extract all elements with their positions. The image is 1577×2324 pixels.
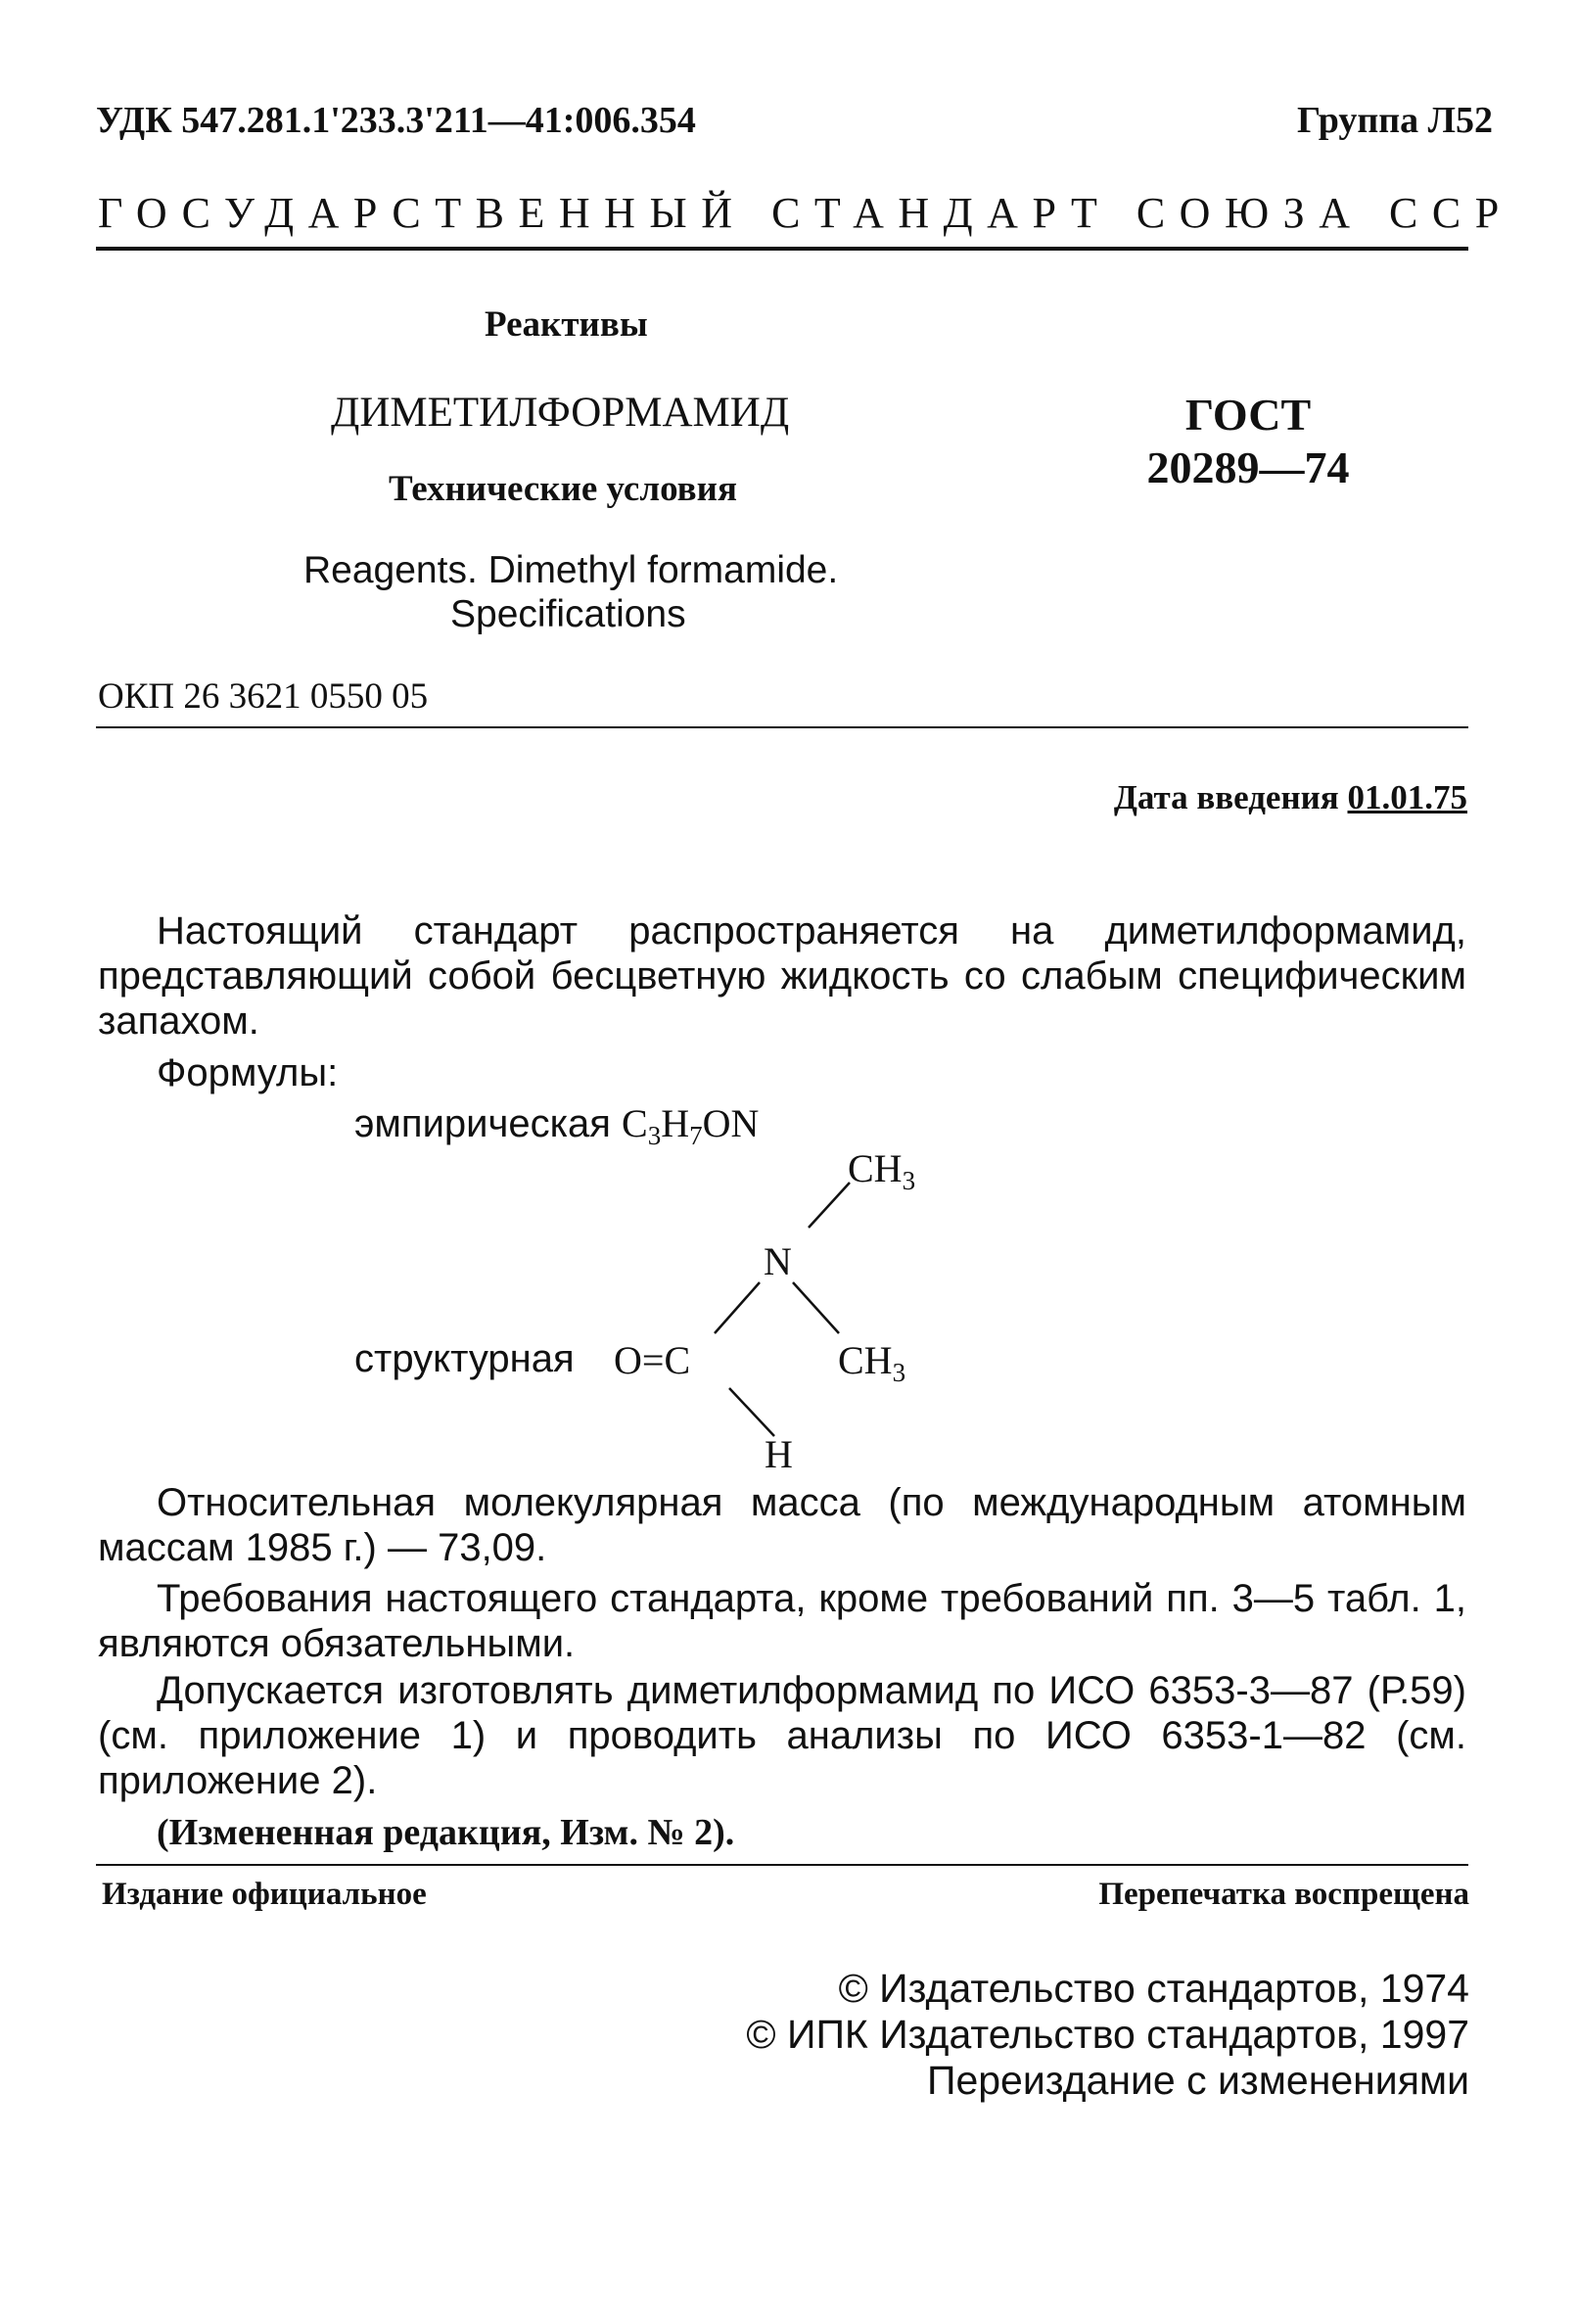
copyright-1997: © ИПК Издательство стандартов, 1997 (746, 2012, 1469, 2057)
iso-paragraph: Допускается изготовлять диметилформамид по ИСО 6353-3—87 (Р.59) (см. приложение 1) и проводить анализы по ИСО 6353-1—82 (см. приложение 2). (98, 1669, 1466, 1802)
footer-rule (96, 1864, 1468, 1866)
nitrogen-atom: N (764, 1239, 792, 1283)
methyl-group-right: $CH_3$ (838, 1338, 906, 1387)
group-code: Группа Л52 (1296, 100, 1493, 141)
empirical-label: эмпирическая (354, 1102, 611, 1145)
gost-number: 20289—74 (1146, 442, 1350, 492)
molecular-mass-paragraph: Относительная молекулярная масса (по международным атомным массам 1985 г.) — 73,09. (98, 1481, 1466, 1569)
hydrogen-atom: H (765, 1432, 793, 1476)
okp-code: ОКП 26 3621 0550 05 (98, 676, 429, 717)
reprint-prohibited-label: Перепечатка воспрещена (1098, 1877, 1469, 1912)
document-title: ДИМЕТИЛФОРМАМИД (331, 390, 790, 436)
bond-c-n (715, 1282, 760, 1333)
document-subtitle: Технические условия (389, 469, 737, 509)
amendment-note: (Измененная редакция, Изм. № 2). (157, 1812, 735, 1853)
bond-n-ch3-top (809, 1183, 850, 1228)
bond-c-h (729, 1388, 774, 1436)
intro-date-label: Дата введения (1113, 778, 1339, 816)
reissue-note: Переиздание с изменениями (926, 2058, 1469, 2103)
requirements-paragraph: Требования настоящего стандарта, кроме требований пп. 3—5 табл. 1, являются обязательными. (98, 1577, 1466, 1665)
english-title-line2: Specifications (450, 593, 686, 635)
bond-n-ch3-right (793, 1282, 839, 1333)
english-title-line1: Reagents. Dimethyl formamide. (303, 549, 839, 591)
category-label: Реактивы (485, 304, 648, 345)
udk-code: УДК 547.281.1'233.3'211—41:006.354 (96, 100, 696, 141)
structural-label: структурная (354, 1337, 575, 1380)
empirical-formula: $C_3H_7ON$ (622, 1101, 760, 1150)
carbonyl-group: O=C (614, 1338, 691, 1382)
official-edition-label: Издание официальное (102, 1877, 427, 1912)
scope-paragraph: Настоящий стандарт распространяется на диметилформамид, представляющий собой бесцветную жидкость со слабым специфическим запахом. (98, 909, 1466, 1043)
intro-date-value: 01.01.75 (1347, 778, 1467, 816)
gost-label: ГОСТ (1184, 390, 1312, 440)
formulas-label: Формулы: (157, 1051, 339, 1094)
methyl-group-top: $CH_3$ (848, 1146, 916, 1195)
state-standard-heading: ГОСУДАРСТВЕННЫЙ СТАНДАРТ СОЮЗА ССР (98, 189, 1513, 237)
copyright-1974: © Издательство стандартов, 1974 (838, 1966, 1469, 2011)
